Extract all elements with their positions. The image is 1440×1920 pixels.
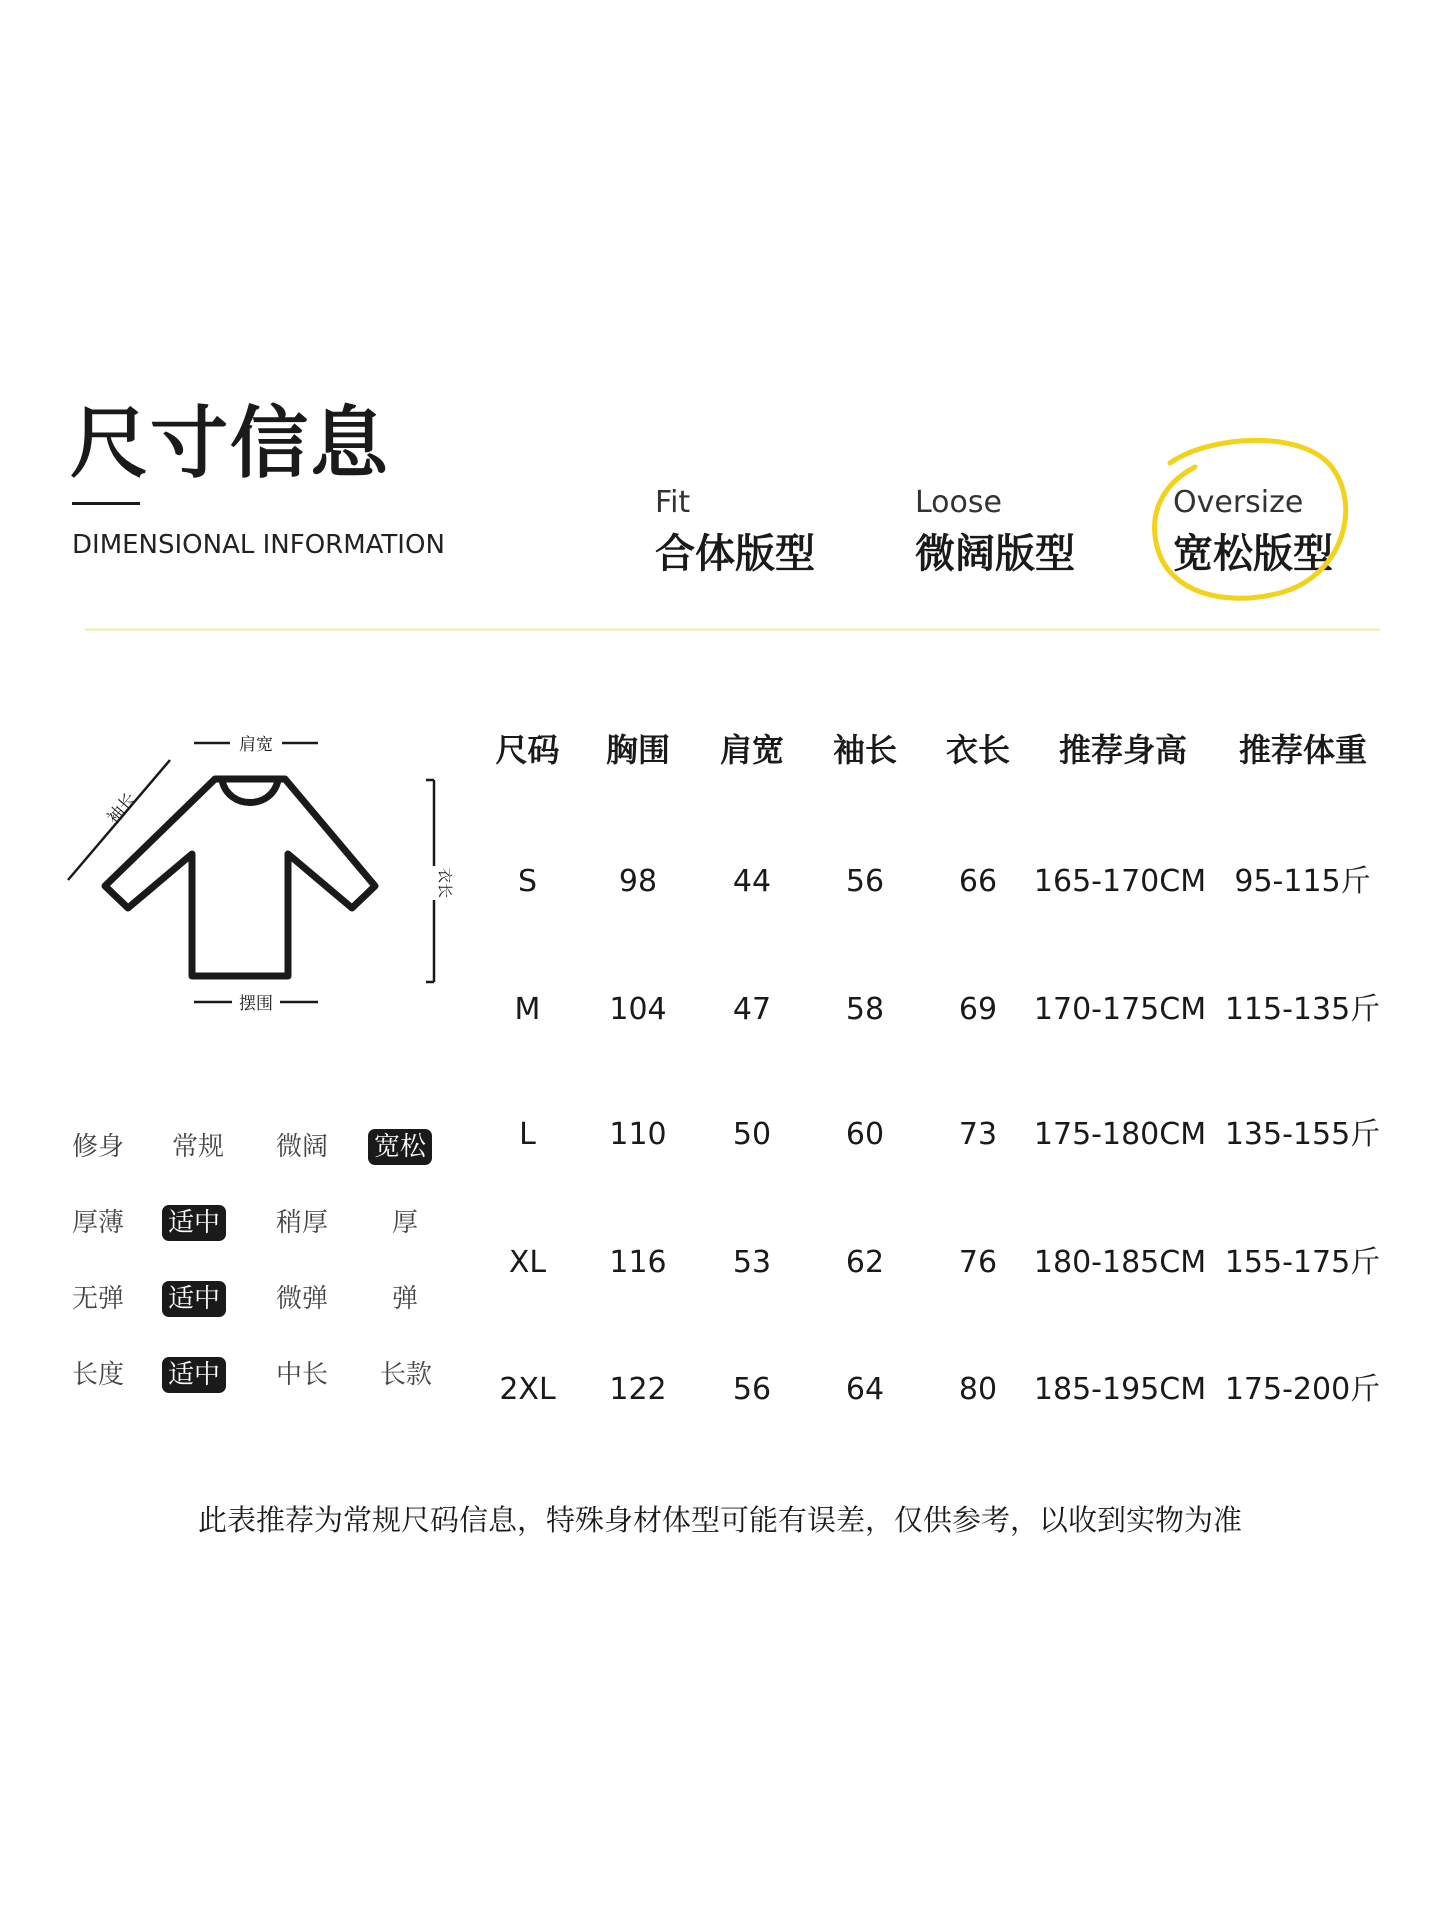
cell-weight: 175-200斤 — [1224, 1372, 1381, 1407]
attribute-label: 厚薄 — [72, 1208, 125, 1238]
cell-length: 76 — [958, 1245, 998, 1280]
header-divider — [85, 628, 1380, 631]
fit-type-fit — [655, 485, 815, 577]
length-label: 衣长 — [436, 867, 454, 899]
cell-sleeve: 64 — [845, 1372, 885, 1407]
garment-diagram — [60, 720, 460, 1020]
table-header-shoulder: 肩宽 — [719, 731, 784, 769]
attribute-option-selected: 宽松 — [368, 1129, 432, 1165]
neckline — [222, 780, 278, 803]
attribute-option: 中长 — [276, 1360, 329, 1390]
attribute-option-selected: 适中 — [162, 1205, 226, 1241]
cell-shoulder: 53 — [732, 1245, 772, 1280]
cell-shoulder: 47 — [732, 992, 772, 1027]
table-header-chest: 胸围 — [605, 731, 670, 769]
cell-chest: 116 — [609, 1245, 667, 1280]
title-underline — [72, 502, 140, 505]
cell-size: 2XL — [499, 1372, 556, 1407]
cell-height: 170-175CM — [1033, 992, 1207, 1027]
attribute-option: 微弹 — [276, 1284, 329, 1314]
fit-type-cn: 合体版型 — [655, 531, 815, 577]
footnote: 此表推荐为常规尺码信息，特殊身材体型可能有误差，仅供参考，以收到实物为准 — [197, 1503, 1242, 1537]
cell-size: S — [517, 864, 538, 899]
cell-weight: 155-175斤 — [1224, 1245, 1381, 1280]
cell-chest: 104 — [609, 992, 667, 1027]
table-header-weight: 推荐体重 — [1238, 731, 1367, 769]
attribute-option-selected: 适中 — [162, 1281, 226, 1317]
cell-chest: 110 — [609, 1117, 667, 1152]
page-subtitle: DIMENSIONAL INFORMATION — [72, 530, 445, 560]
fit-type-loose — [915, 485, 1075, 577]
attribute-option: 微阔 — [276, 1132, 329, 1162]
cell-length: 66 — [958, 864, 998, 899]
fit-type-cn: 微阔版型 — [915, 531, 1075, 577]
attribute-label: 无弹 — [72, 1284, 125, 1314]
cell-size: XL — [508, 1245, 547, 1280]
cell-shoulder: 56 — [732, 1372, 772, 1407]
cell-length: 80 — [958, 1372, 998, 1407]
hem-label: 摆围 — [239, 994, 273, 1014]
table-header-sleeve: 袖长 — [832, 731, 897, 769]
cell-height: 165-170CM — [1033, 864, 1207, 899]
cell-size: L — [519, 1117, 536, 1152]
table-header-length: 衣长 — [945, 731, 1010, 769]
attribute-option: 厚 — [392, 1208, 419, 1238]
attribute-option-selected: 适中 — [162, 1357, 226, 1393]
attribute-option: 稍厚 — [276, 1208, 329, 1238]
fit-type-en: Fit — [655, 485, 691, 520]
cell-sleeve: 62 — [845, 1245, 885, 1280]
shirt-outline — [105, 779, 375, 976]
attribute-option: 长款 — [380, 1360, 433, 1390]
cell-height: 185-195CM — [1033, 1372, 1207, 1407]
attribute-option: 弹 — [392, 1284, 419, 1314]
cell-length: 73 — [958, 1117, 998, 1152]
cell-chest: 98 — [618, 864, 658, 899]
cell-height: 180-185CM — [1033, 1245, 1207, 1280]
fit-type-en: Loose — [915, 485, 1002, 520]
cell-chest: 122 — [609, 1372, 667, 1407]
sleeve-label: 袖长 — [103, 789, 141, 829]
cell-height: 175-180CM — [1033, 1117, 1207, 1152]
cell-sleeve: 58 — [845, 992, 885, 1027]
attribute-label: 修身 — [72, 1132, 125, 1162]
shoulder-label: 肩宽 — [239, 735, 273, 755]
fit-type-cn: 宽松版型 — [1173, 531, 1333, 577]
attribute-option: 常规 — [172, 1132, 225, 1162]
cell-size: M — [514, 992, 541, 1027]
attribute-label: 长度 — [72, 1360, 125, 1390]
cell-weight: 95-115斤 — [1234, 864, 1371, 899]
cell-weight: 115-135斤 — [1224, 992, 1381, 1027]
cell-shoulder: 44 — [732, 864, 772, 899]
table-header-height: 推荐身高 — [1058, 731, 1187, 769]
table-header-size: 尺码 — [495, 731, 560, 769]
cell-shoulder: 50 — [732, 1117, 772, 1152]
fit-type-en: Oversize — [1173, 485, 1304, 520]
cell-weight: 135-155斤 — [1224, 1117, 1381, 1152]
page-title: 尺寸信息 — [70, 399, 391, 489]
cell-length: 69 — [958, 992, 998, 1027]
selection-circle-icon — [1140, 425, 1360, 620]
cell-sleeve: 56 — [845, 864, 885, 899]
cell-sleeve: 60 — [845, 1117, 885, 1152]
